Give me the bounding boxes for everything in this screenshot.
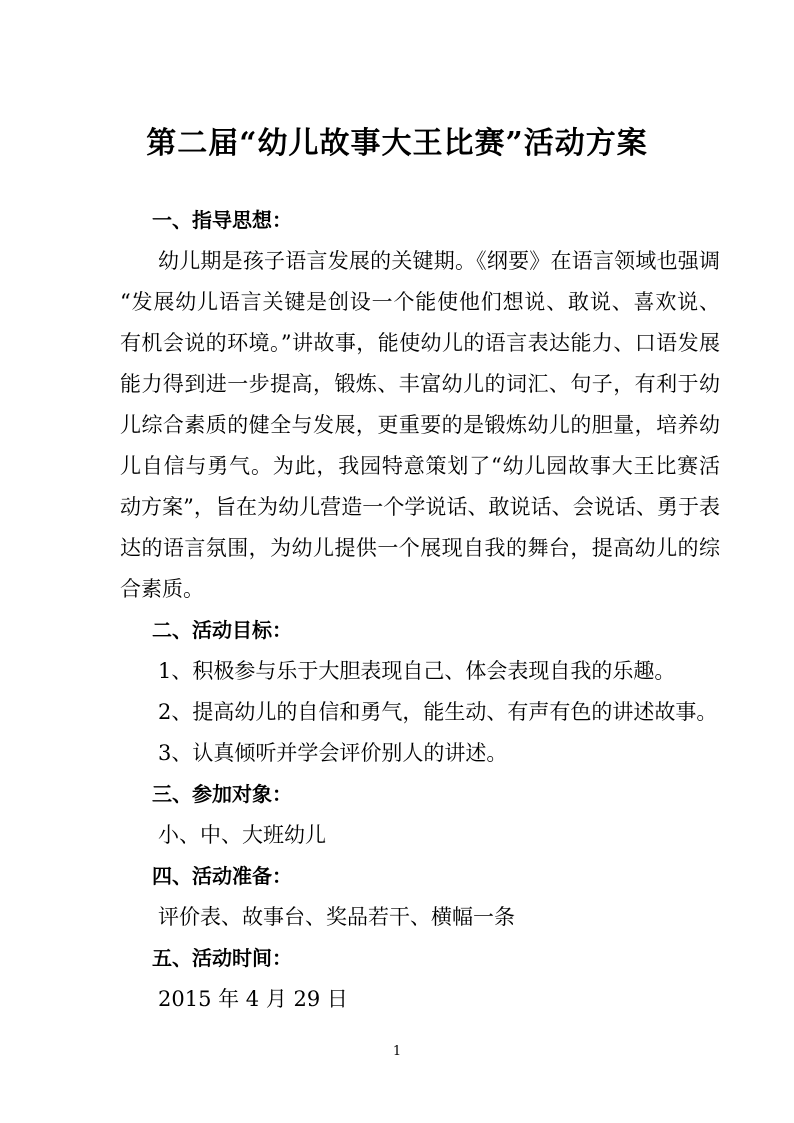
page-number: 1 [392,1044,402,1059]
paragraph-line: 儿自信与勇气。为此，我园特意策划了“幼儿园故事大王比赛活 [120,454,720,478]
goal-item: 3、认真倾听并学会评价别人的讲述。 [158,741,508,765]
document-title: 第二届“幼儿故事大王比赛”活动方案 [146,126,648,161]
section-heading-preparation: 四、活动准备： [152,864,292,888]
paragraph-line: 合素质。 [120,577,204,601]
participants-text: 小、中、大班幼儿 [158,823,326,847]
section-heading-activity-time: 五、活动时间： [152,946,292,970]
paragraph-line: 有机会说的环境。”讲故事，能使幼儿的语言表达能力、口语发展 [120,331,720,355]
paragraph-line: 动方案”，旨在为幼儿营造一个学说话、敢说话、会说话、勇于表 [120,495,720,519]
preparation-text: 评价表、故事台、奖品若干、横幅一条 [158,905,515,929]
guiding-thought-paragraph [120,241,720,610]
document-body [120,200,720,1020]
paragraph-line: 达的语言氛围，为幼儿提供一个展现自我的舞台，提高幼儿的综 [120,536,720,560]
goal-item: 1、积极参与乐于大胆表现自己、体会表现自我的乐趣。 [158,659,676,683]
section-heading-participants: 三、参加对象： [152,782,292,806]
paragraph-line: 幼儿期是孩子语言发展的关键期。《纲要》在语言领域也强调 [158,249,720,273]
paragraph-line: 儿综合素质的健全与发展，更重要的是锻炼幼儿的胆量，培养幼 [120,413,720,437]
section-heading-guiding-thought: 一、指导思想： [152,208,292,232]
section-heading-activity-goals: 二、活动目标： [152,618,292,642]
activity-time-text: 2015 年 4 月 29 日 [158,987,348,1011]
paragraph-line: “发展幼儿语言关键是创设一个能使他们想说、敢说、喜欢说、 [120,290,720,314]
goal-item: 2、提高幼儿的自信和勇气，能生动、有声有色的讲述故事。 [158,700,718,724]
paragraph-line: 能力得到进一步提高，锻炼、丰富幼儿的词汇、句子，有利于幼 [120,372,720,396]
